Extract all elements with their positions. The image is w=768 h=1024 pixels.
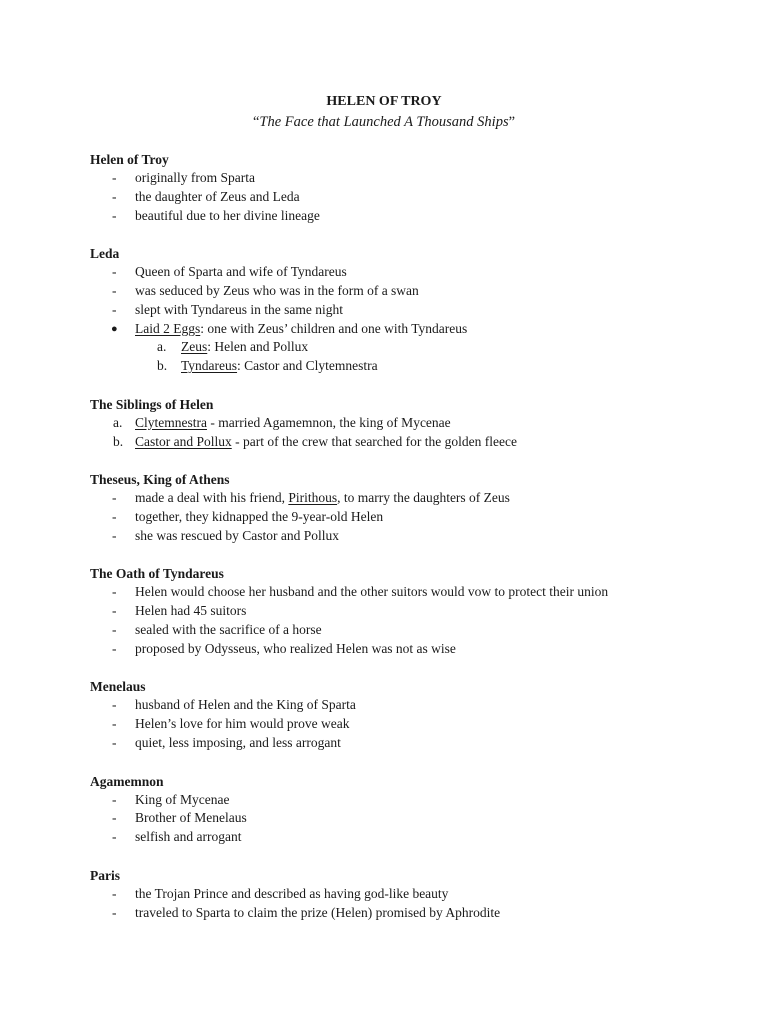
list-item-text: Helen would choose her husband and the other suitors would vow to protect their union [135, 584, 609, 600]
sub-list-item-rest: : Helen and Pollux [207, 339, 309, 355]
section-agamemnon [90, 772, 730, 847]
list-item [90, 207, 730, 226]
list-item-text: husband of Helen and the King of Sparta [135, 697, 356, 713]
list-item-text: together, they kidnapped the 9-year-old Helen [135, 508, 384, 524]
bullet-icon: ● [111, 322, 118, 335]
dash-marker: - [112, 490, 117, 506]
dash-marker: - [112, 697, 117, 713]
list-item-text: the daughter of Zeus and Leda [135, 188, 300, 204]
list-item [90, 301, 730, 320]
list-item-text: Queen of Sparta and wife of Tyndareus [135, 264, 347, 280]
list-item-text: proposed by Odysseus, who realized Helen was not as wise [135, 640, 456, 656]
section-gap [90, 546, 730, 565]
list-item [90, 508, 730, 527]
list-item-text: sealed with the sacrifice of a horse [135, 621, 322, 637]
section-gap [90, 659, 730, 678]
underlined-term: Castor and Pollux [135, 433, 232, 449]
section-gap [90, 225, 730, 244]
section-gap [90, 376, 730, 395]
underlined-term: Clytemnestra [135, 414, 207, 430]
dash-marker: - [112, 170, 117, 185]
dash-marker: - [112, 264, 117, 280]
list-item [90, 583, 730, 602]
sub-list-item [90, 357, 730, 376]
subtitle-close-quote: ” [508, 114, 516, 130]
letter-marker: b. [157, 358, 168, 374]
underlined-term: Laid 2 Eggs [135, 320, 201, 336]
section-oath [90, 564, 730, 658]
sub-list-item-rest: : Castor and Clytemnestra [237, 358, 378, 374]
section-heading: Theseus, King of Athens [90, 472, 230, 488]
section-menelaus [90, 677, 730, 752]
list-item-rest: - married Agamemnon, the king of Mycenae [206, 414, 451, 430]
section-siblings [90, 395, 730, 452]
dash-marker: - [112, 584, 117, 600]
list-item-text: traveled to Sparta to claim the prize (Helen) promised by Aphrodite [135, 904, 501, 920]
section-paris [90, 866, 730, 923]
list-item-before: made a deal with his friend, [135, 490, 289, 506]
dash-marker: - [112, 508, 117, 524]
list-item [90, 621, 730, 640]
list-item [90, 527, 730, 546]
section-heading: Menelaus [90, 679, 146, 695]
list-item [90, 433, 730, 452]
list-item-text: originally from Sparta [135, 170, 255, 185]
dash-marker: - [112, 829, 117, 845]
list-item [90, 263, 730, 282]
list-item [90, 414, 730, 433]
section-heading: Leda [90, 246, 120, 262]
list-item [90, 904, 730, 923]
list-item-text [135, 414, 451, 433]
list-item-text: Brother of Menelaus [135, 810, 247, 826]
sub-list-item-text [181, 357, 378, 376]
list-item-text [135, 489, 510, 508]
list-item [90, 489, 730, 508]
dash-marker: - [112, 734, 117, 750]
dash-marker: - [112, 810, 117, 826]
list-item [90, 188, 730, 207]
letter-marker: b. [113, 433, 124, 449]
list-item-text: beautiful due to her divine lineage [135, 207, 320, 223]
section-heading: The Siblings of Helen [90, 396, 214, 412]
list-item [90, 734, 730, 753]
list-item-rest: - part of the crew that searched for the golden fleece [231, 433, 517, 449]
bullet-item [90, 320, 730, 339]
dash-marker: - [112, 188, 117, 204]
list-item [90, 885, 730, 904]
dash-marker: - [112, 282, 117, 298]
subtitle-text: The Face that Launched A Thousand Ships [259, 114, 509, 130]
dash-marker: - [112, 527, 117, 543]
list-item [90, 828, 730, 847]
list-item-text: Helen’s love for him would prove weak [135, 716, 350, 732]
section-gap [90, 753, 730, 772]
section-theseus [90, 470, 730, 545]
dash-marker: - [112, 603, 117, 619]
section-gap [90, 451, 730, 470]
document-body [90, 150, 730, 922]
list-item-text: she was rescued by Castor and Pollux [135, 527, 339, 543]
section-leda [90, 244, 730, 376]
list-item-text: the Trojan Prince and described as having god-like beauty [135, 885, 449, 901]
list-item [90, 640, 730, 659]
bullet-item-text [135, 320, 467, 339]
dash-marker: - [112, 621, 117, 637]
section-heading: The Oath of Tyndareus [90, 566, 224, 582]
list-item-text: was seduced by Zeus who was in the form of a swan [135, 282, 419, 298]
list-item [90, 696, 730, 715]
section-heading: Agamemnon [90, 773, 164, 789]
list-item-text [135, 433, 517, 452]
list-item [90, 791, 730, 810]
section-helen [90, 150, 730, 225]
list-item [90, 809, 730, 828]
sub-list-item [90, 338, 730, 357]
list-item-text: slept with Tyndareus in the same night [135, 301, 344, 317]
dash-marker: - [112, 207, 117, 223]
dash-marker: - [112, 640, 117, 656]
underlined-term: Tyndareus [181, 358, 238, 374]
section-gap [90, 847, 730, 866]
subtitle-open-quote: “ [252, 114, 260, 130]
page-subtitle [0, 112, 768, 132]
page-title: HELEN OF TROY [326, 94, 442, 109]
dash-marker: - [112, 791, 117, 807]
underlined-term: Pirithous [288, 490, 338, 506]
list-item-after: , to marry the daughters of Zeus [337, 490, 510, 506]
list-item [90, 169, 730, 188]
list-item-text: selfish and arrogant [135, 829, 242, 845]
dash-marker: - [112, 716, 117, 732]
list-item [90, 715, 730, 734]
dash-marker: - [112, 301, 117, 317]
list-item-text: quiet, less imposing, and less arrogant [135, 734, 341, 750]
dash-marker: - [112, 904, 117, 920]
underlined-term: Zeus [181, 339, 208, 355]
bullet-item-rest: : one with Zeus’ children and one with Tyndareus [200, 320, 468, 336]
list-item-text: Helen had 45 suitors [135, 603, 247, 619]
letter-marker: a. [113, 414, 123, 430]
list-item [90, 602, 730, 621]
section-heading: Paris [90, 867, 120, 883]
dash-marker: - [112, 885, 117, 901]
list-item [90, 282, 730, 301]
sub-list-item-text [181, 338, 308, 357]
section-heading: Helen of Troy [90, 152, 169, 167]
letter-marker: a. [157, 339, 167, 355]
list-item-text: King of Mycenae [135, 791, 230, 807]
